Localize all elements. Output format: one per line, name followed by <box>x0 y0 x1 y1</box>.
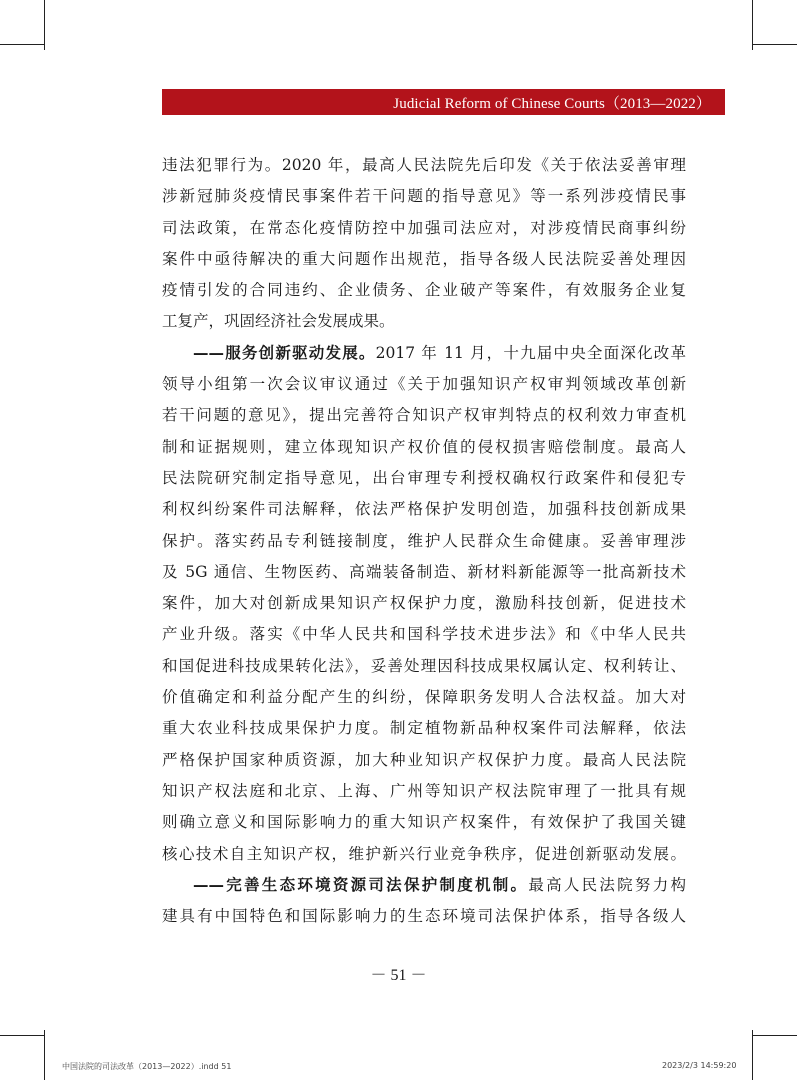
crop-mark <box>753 44 797 45</box>
text-line: 制和证据规则，建立体现知识产权价值的侵权损害赔偿制度。最高人 <box>162 437 686 456</box>
text-line: 案件中亟待解决的重大问题作出规范，指导各级人民法院妥善处理因 <box>162 249 686 268</box>
text-line: 案件，加大对创新成果知识产权保护力度，激励科技创新，促进技术 <box>162 594 686 613</box>
text-line: 及 5G 通信、生物医药、高端装备制造、新材料新能源等一批高新技术 <box>162 562 686 581</box>
text-line: 民法院研究制定指导意见，出台审理专利授权确权行政案件和侵犯专 <box>162 468 686 487</box>
crop-mark <box>753 1035 797 1036</box>
crop-mark <box>44 0 45 50</box>
text-line: 价值确定和利益分配产生的纠纷，保障职务发明人合法权益。加大对 <box>162 688 686 707</box>
paragraph-first-line <box>162 870 686 901</box>
text-line: 知识产权法庭和北京、上海、广州等知识产权法院审理了一批具有规 <box>162 781 686 800</box>
text-run: 2017 年 11 月，十九届中央全面深化改革 <box>375 343 686 362</box>
text-line: 违法犯罪行为。2020 年，最高人民法院先后印发《关于依法妥善审理 <box>162 156 686 174</box>
text-line: 利权纠纷案件司法解释，依法严格保护发明创造，加强科技创新成果 <box>162 500 686 519</box>
paragraph-first-line <box>162 338 686 369</box>
text-line: 保护。落实药品专利链接制度，维护人民群众生命健康。妥善审理涉 <box>162 531 686 550</box>
text-line: 则确立意义和国际影响力的重大知识产权案件，有效保护了我国关键 <box>162 813 686 832</box>
text-line: 疫情引发的合同违约、企业债务、企业破产等案件，有效服务企业复 <box>162 281 686 300</box>
running-header <box>162 89 725 115</box>
crop-mark <box>752 1030 753 1080</box>
text-line: 产业升级。落实《中华人民共和国科学技术进步法》和《中华人民共 <box>162 625 686 644</box>
footer-timestamp: 2023/2/3 14:59:20 <box>662 1061 737 1070</box>
body-text <box>162 150 686 932</box>
crop-mark <box>752 0 753 50</box>
text-line: 领导小组第一次会议审议通过《关于加强知识产权审判领域改革创新 <box>162 375 686 394</box>
text-line: 和国促进科技成果转化法》，妥善处理因科技成果权属认定、权利转让、 <box>162 656 686 675</box>
text-line: 涉新冠肺炎疫情民事案件若干问题的指导意见》等一系列涉疫情民事 <box>162 187 686 206</box>
text-line: 司法政策，在常态化疫情防控中加强司法应对，对涉疫情民商事纠纷 <box>162 218 686 237</box>
text-line: 严格保护国家种质资源，加大种业知识产权保护力度。最高人民法院 <box>162 750 686 769</box>
text-line: 建具有中国特色和国际影响力的生态环境司法保护体系，指导各级人 <box>162 907 686 926</box>
page-number: － 51 － <box>370 967 427 984</box>
crop-mark <box>0 44 44 45</box>
crop-mark <box>0 1035 44 1036</box>
section-heading: ——服务创新驱动发展。 <box>193 343 376 362</box>
text-line: 重大农业科技成果保护力度。制定植物新品种权案件司法解释，依法 <box>162 719 686 738</box>
section-heading: ——完善生态环境资源司法保护制度机制。 <box>193 875 529 894</box>
running-header-title: Judicial Reform of Chinese Courts（2013—2022） <box>393 95 711 112</box>
footer-file-name: 中国法院的司法改革（2013—2022）.indd 51 <box>62 1062 232 1071</box>
text-run: 最高人民法院努力构 <box>528 875 686 894</box>
text-line: 工复产，巩固经济社会发展成果。 <box>162 312 395 331</box>
text-line: 若干问题的意见》，提出完善符合知识产权审判特点的权利效力审查机 <box>162 406 686 425</box>
crop-mark <box>44 1030 45 1080</box>
text-line: 核心技术自主知识产权，维护新兴行业竞争秩序，促进创新驱动发展。 <box>162 844 686 863</box>
